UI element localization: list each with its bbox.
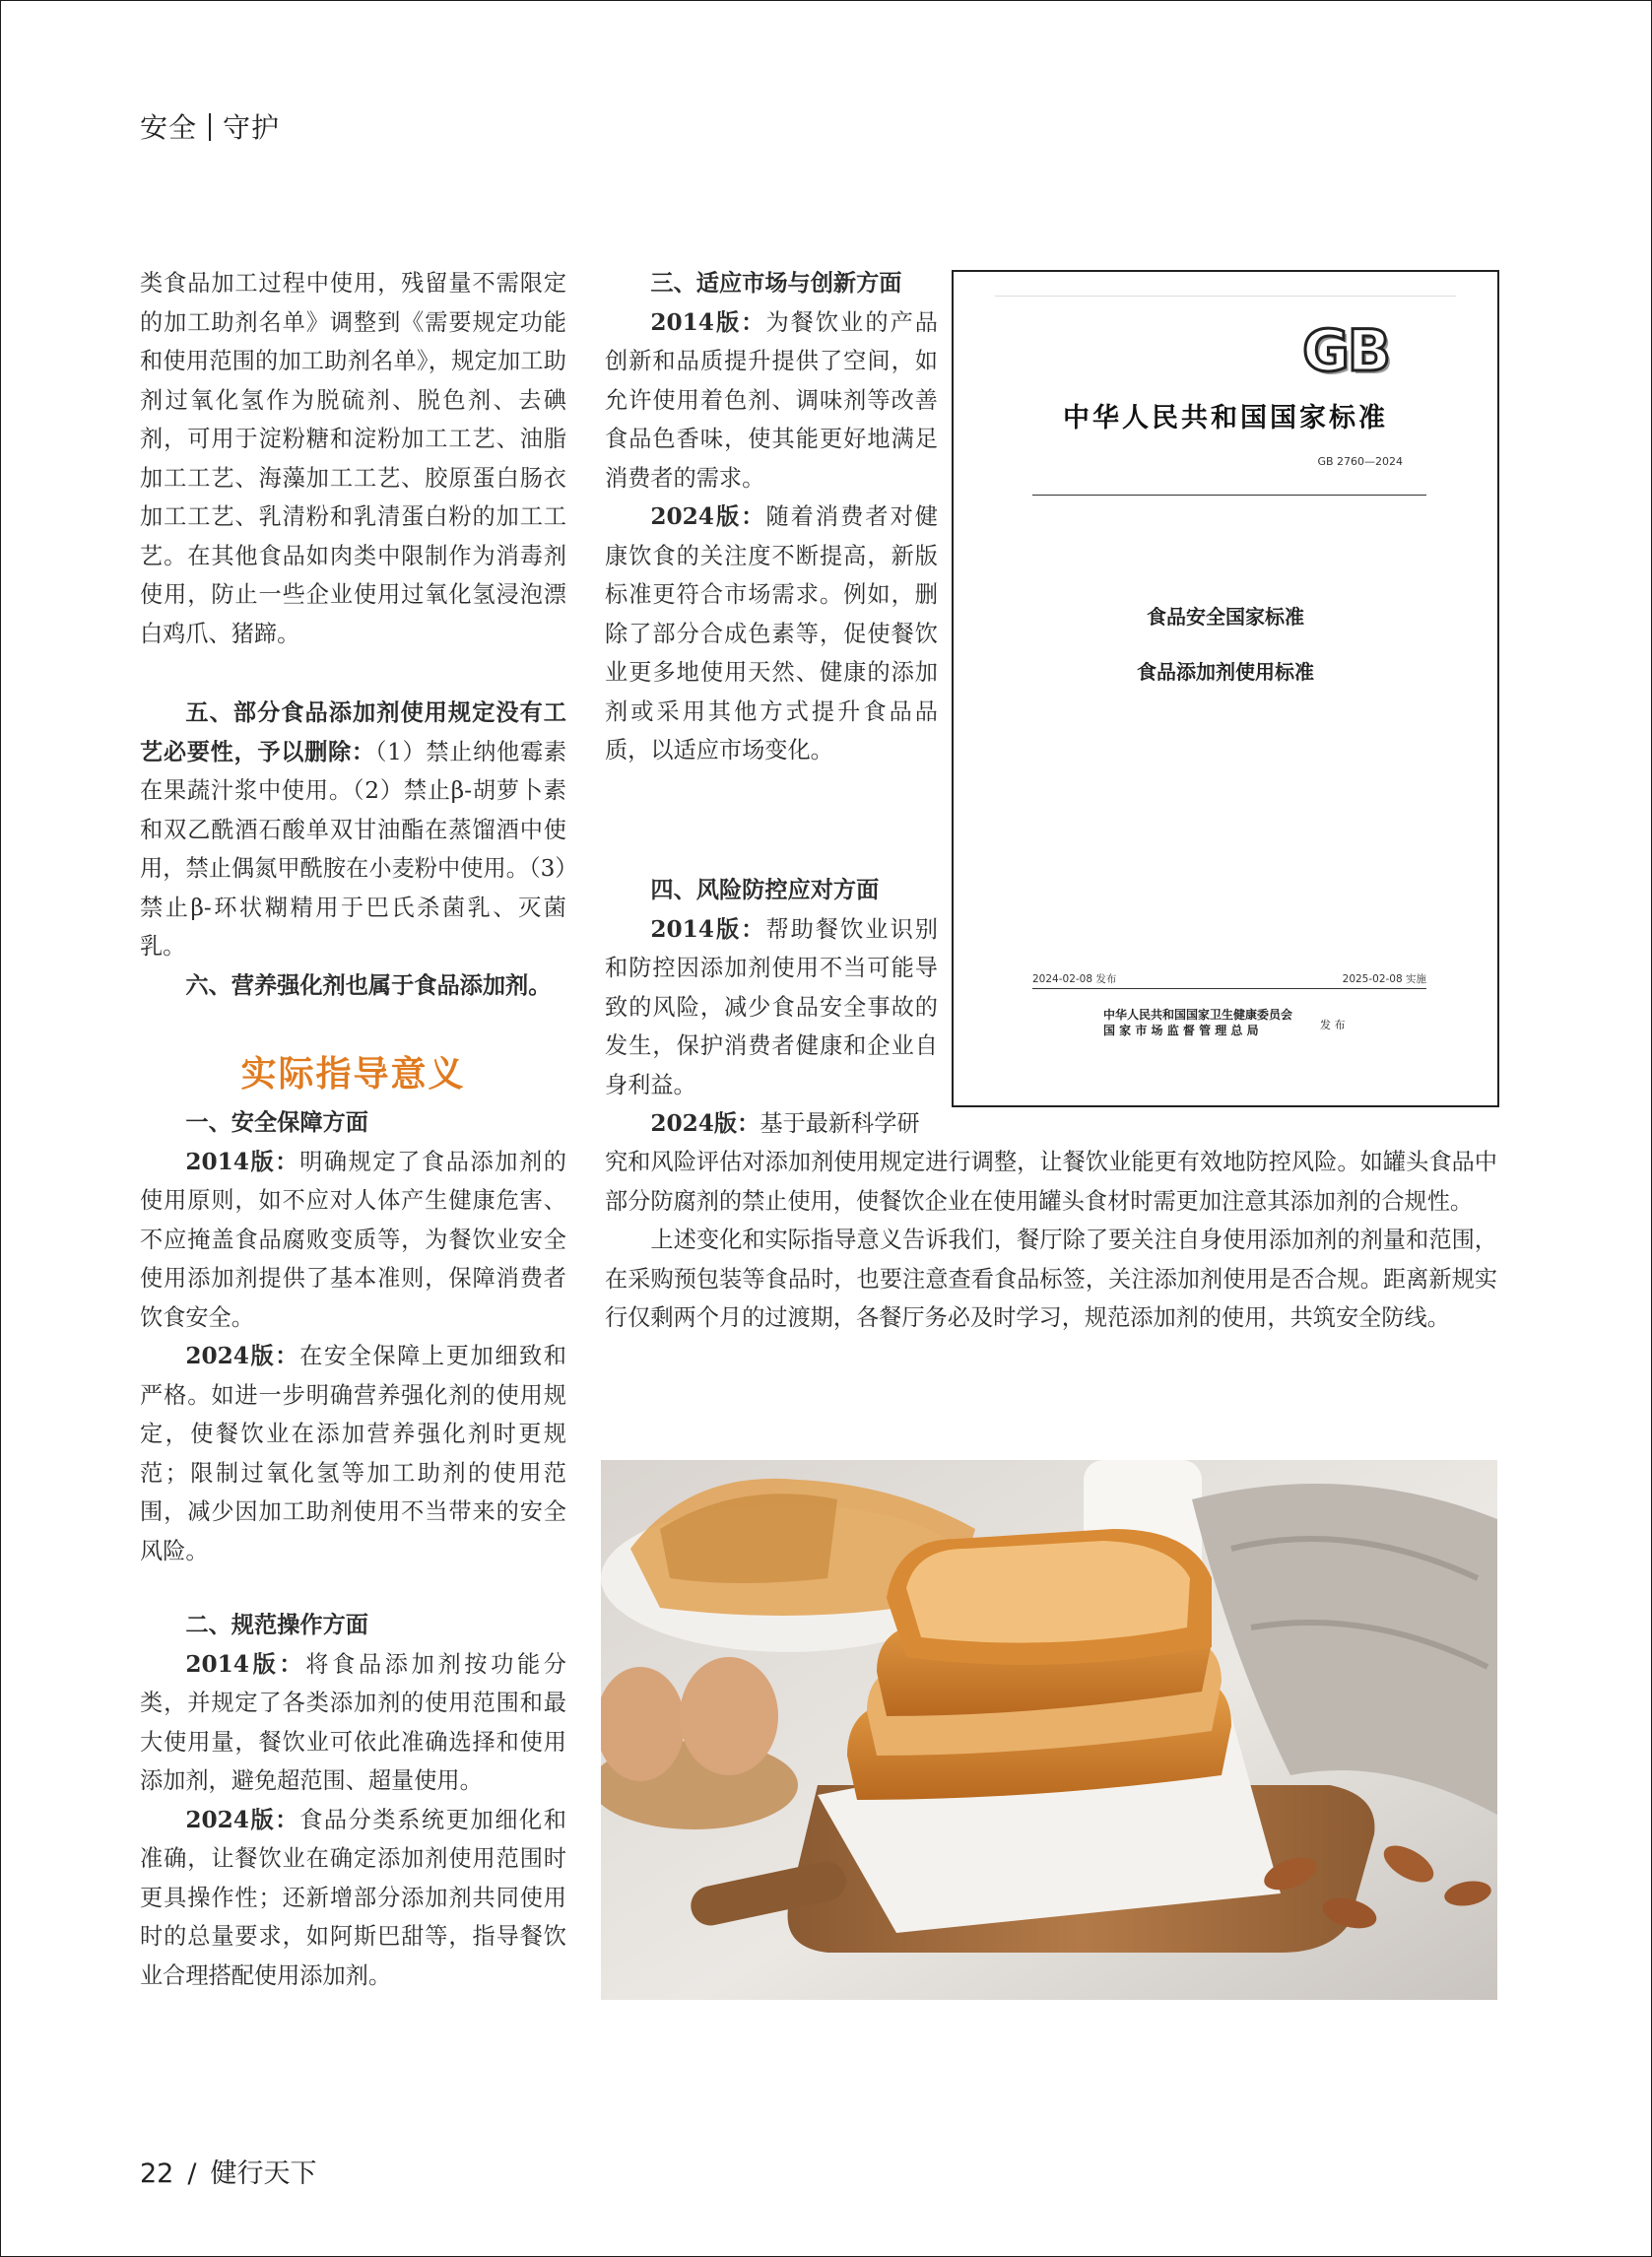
label-2014: 2014版： xyxy=(185,1650,306,1678)
issuing-organizations xyxy=(1103,1007,1292,1038)
paragraph-deletions xyxy=(140,694,566,966)
safety-2014 xyxy=(140,1143,566,1338)
wide-paragraphs xyxy=(605,1143,1497,1338)
left-column-deletions xyxy=(140,694,566,1005)
safety-2014-text: 明确规定了食品添加剂的使用原则，如不应对人体产生健康危害、不应掩盖食品腐败变质等，为餐饮业安全使用添加剂提供了基本准则，保障消费者饮食安全。 xyxy=(140,1148,566,1331)
cover-title-2: 食品添加剂使用标准 xyxy=(1137,660,1314,684)
issued-date: 2024-02-08 发布 xyxy=(1032,973,1117,985)
gb-standard-cover xyxy=(952,270,1499,1107)
label-2024: 2024版： xyxy=(185,1806,300,1833)
effective-date: 2025-02-08 实施 xyxy=(1342,973,1426,985)
safety-2024-text: 在安全保障上更加细致和严格。如进一步明确营养强化剂的使用规定，使餐饮业在添加营养强化剂时更规范；限制过氧化氢等加工助剂的使用范围，减少因加工助剂使用不当带来的安全风险。 xyxy=(140,1343,566,1564)
standard-code: GB 2760—2024 xyxy=(1317,455,1403,468)
risk-2024-start xyxy=(605,1104,938,1144)
page-number: 22 xyxy=(140,2158,174,2189)
cover-dates xyxy=(1032,971,1426,986)
closing-paragraph: 上述变化和实际指导意义告诉我们，餐厅除了要关注自身使用添加剂的剂量和范围，在采购预包装等食品时，也要注意查看食品标签，关注添加剂使用是否合规。距离新规实行仅剩两个月的过渡期，各餐厅务必及时学习，规范添加剂的使用，共筑安全防线。 xyxy=(605,1227,1497,1331)
paragraph-fortifiers: 六、营养强化剂也属于食品添加剂。 xyxy=(185,971,552,999)
label-2024: 2024版： xyxy=(650,1110,760,1137)
safety-2024 xyxy=(140,1337,566,1570)
market-2024 xyxy=(605,498,938,770)
left-column-safety xyxy=(140,1103,566,1570)
market-2024-text: 随着消费者对健康饮食的关注度不断提高，新版标准更符合市场需求。例如，删除了部分合成色素等，促使餐饮业更多地使用天然、健康的添加剂或采用其他方式提升食品品质，以适应市场变化。 xyxy=(605,503,938,763)
deletions-text: （1）禁止纳他霉素在果蔬汁浆中使用。（2）禁止β-胡萝卜素和双乙酰酒石酸单双甘油酯在蒸馏酒中使用，禁止偶氮甲酰胺在小麦粉中使用。（3）禁止β-环状糊精用于巴氏杀菌乳、灭菌乳。 xyxy=(140,738,567,960)
publish-label: 发 布 xyxy=(1320,1019,1346,1031)
market-2014-text: 为餐饮业的产品创新和品质提升提供了空间，如允许使用着色剂、调味剂等改善食品色香味，使其能更好地满足消费者的需求。 xyxy=(605,308,938,492)
header-subsection: 守护 xyxy=(223,111,281,144)
toast-photo xyxy=(601,1460,1497,2000)
deletions-heading: 五、部分食品添加剂使用规定没有工艺必要性，予以删除： xyxy=(140,699,566,765)
operation-2024-text: 食品分类系统更加细化和准确，让餐饮业在确定添加剂使用范围时更具操作性；还新增部分添加剂共同使用时的总量要求，如阿斯巴甜等，指导餐饮业合理搭配使用添加剂。 xyxy=(140,1806,566,1989)
risk-2014 xyxy=(605,910,938,1105)
org-health-commission: 中华人民共和国国家卫生健康委员会 xyxy=(1103,1008,1293,1022)
header-divider xyxy=(209,113,211,141)
middle-column-risk xyxy=(605,871,938,1144)
heading-market: 三、适应市场与创新方面 xyxy=(650,270,902,297)
header-section: 安全 xyxy=(140,111,198,144)
operation-2014-text: 将食品添加剂按功能分类，并规定了各类添加剂的使用范围和最大使用量，餐饮业可依此准确选择和使用添加剂，避免超范围、超量使用。 xyxy=(140,1650,566,1794)
middle-column-market xyxy=(605,264,938,770)
operation-2014 xyxy=(140,1645,566,1801)
label-2024: 2024版： xyxy=(185,1343,300,1369)
left-column-top xyxy=(140,264,566,653)
gb-logo: GB xyxy=(1302,317,1389,384)
toast-illustration xyxy=(601,1460,1497,2000)
national-standard-title: 中华人民共和国国家标准 xyxy=(1063,403,1388,433)
heading-operation: 二、规范操作方面 xyxy=(185,1612,368,1638)
heading-safety: 一、安全保障方面 xyxy=(185,1109,368,1136)
market-2014 xyxy=(605,303,938,498)
cover-rule xyxy=(1032,495,1426,496)
page-footer xyxy=(140,2152,316,2190)
cover-rule-bottom xyxy=(1032,988,1426,989)
label-2014: 2014版： xyxy=(650,915,766,943)
section-title: 实际指导意义 xyxy=(240,1054,466,1095)
page-header xyxy=(140,106,280,146)
magazine-name: 健行天下 xyxy=(210,2158,317,2189)
cover-title-1: 食品安全国家标准 xyxy=(1147,605,1304,629)
cover-top-line xyxy=(995,296,1456,297)
paragraph-continued: 类食品加工过程中使用，残留量不需限定的加工助剂名单》调整到《需要规定功能和使用范围的加工助剂名单》，规定加工助剂过氧化氢作为脱硫剂、脱色剂、去碘剂，可用于淀粉糖和淀粉加工工艺、油脂加工工艺、海藻加工工艺、胶原蛋白肠衣加工工艺、乳清粉和乳清蛋白粉的加工工艺。在其他食品如肉类中限制作为消毒剂使用，防止一些企业使用过氧化氢浸泡漂白鸡爪、猪蹄。 xyxy=(140,270,566,647)
risk-2024-continued: 究和风险评估对添加剂使用规定进行调整，让餐饮业能更有效地防控风险。如罐头食品中部分防腐剂的禁止使用，使餐饮企业在使用罐头食材时需更加注意其添加剂的合规性。 xyxy=(605,1149,1497,1215)
risk-2014-text: 帮助餐饮业识别和防控因添加剂使用不当可能导致的风险，减少食品安全事故的发生，保护消费者健康和企业自身利益。 xyxy=(605,915,938,1098)
operation-2024 xyxy=(140,1801,566,1996)
left-column-operation xyxy=(140,1606,566,1995)
label-2014: 2014版： xyxy=(185,1148,300,1175)
label-2014: 2014版： xyxy=(650,308,766,336)
org-market-regulation: 国 家 市 场 监 督 管 理 总 局 xyxy=(1103,1024,1259,1037)
heading-risk: 四、风险防控应对方面 xyxy=(650,877,880,903)
risk-2024-text-start: 基于最新科学研 xyxy=(760,1110,920,1137)
label-2024: 2024版： xyxy=(650,503,766,530)
footer-separator: / xyxy=(187,2158,197,2189)
